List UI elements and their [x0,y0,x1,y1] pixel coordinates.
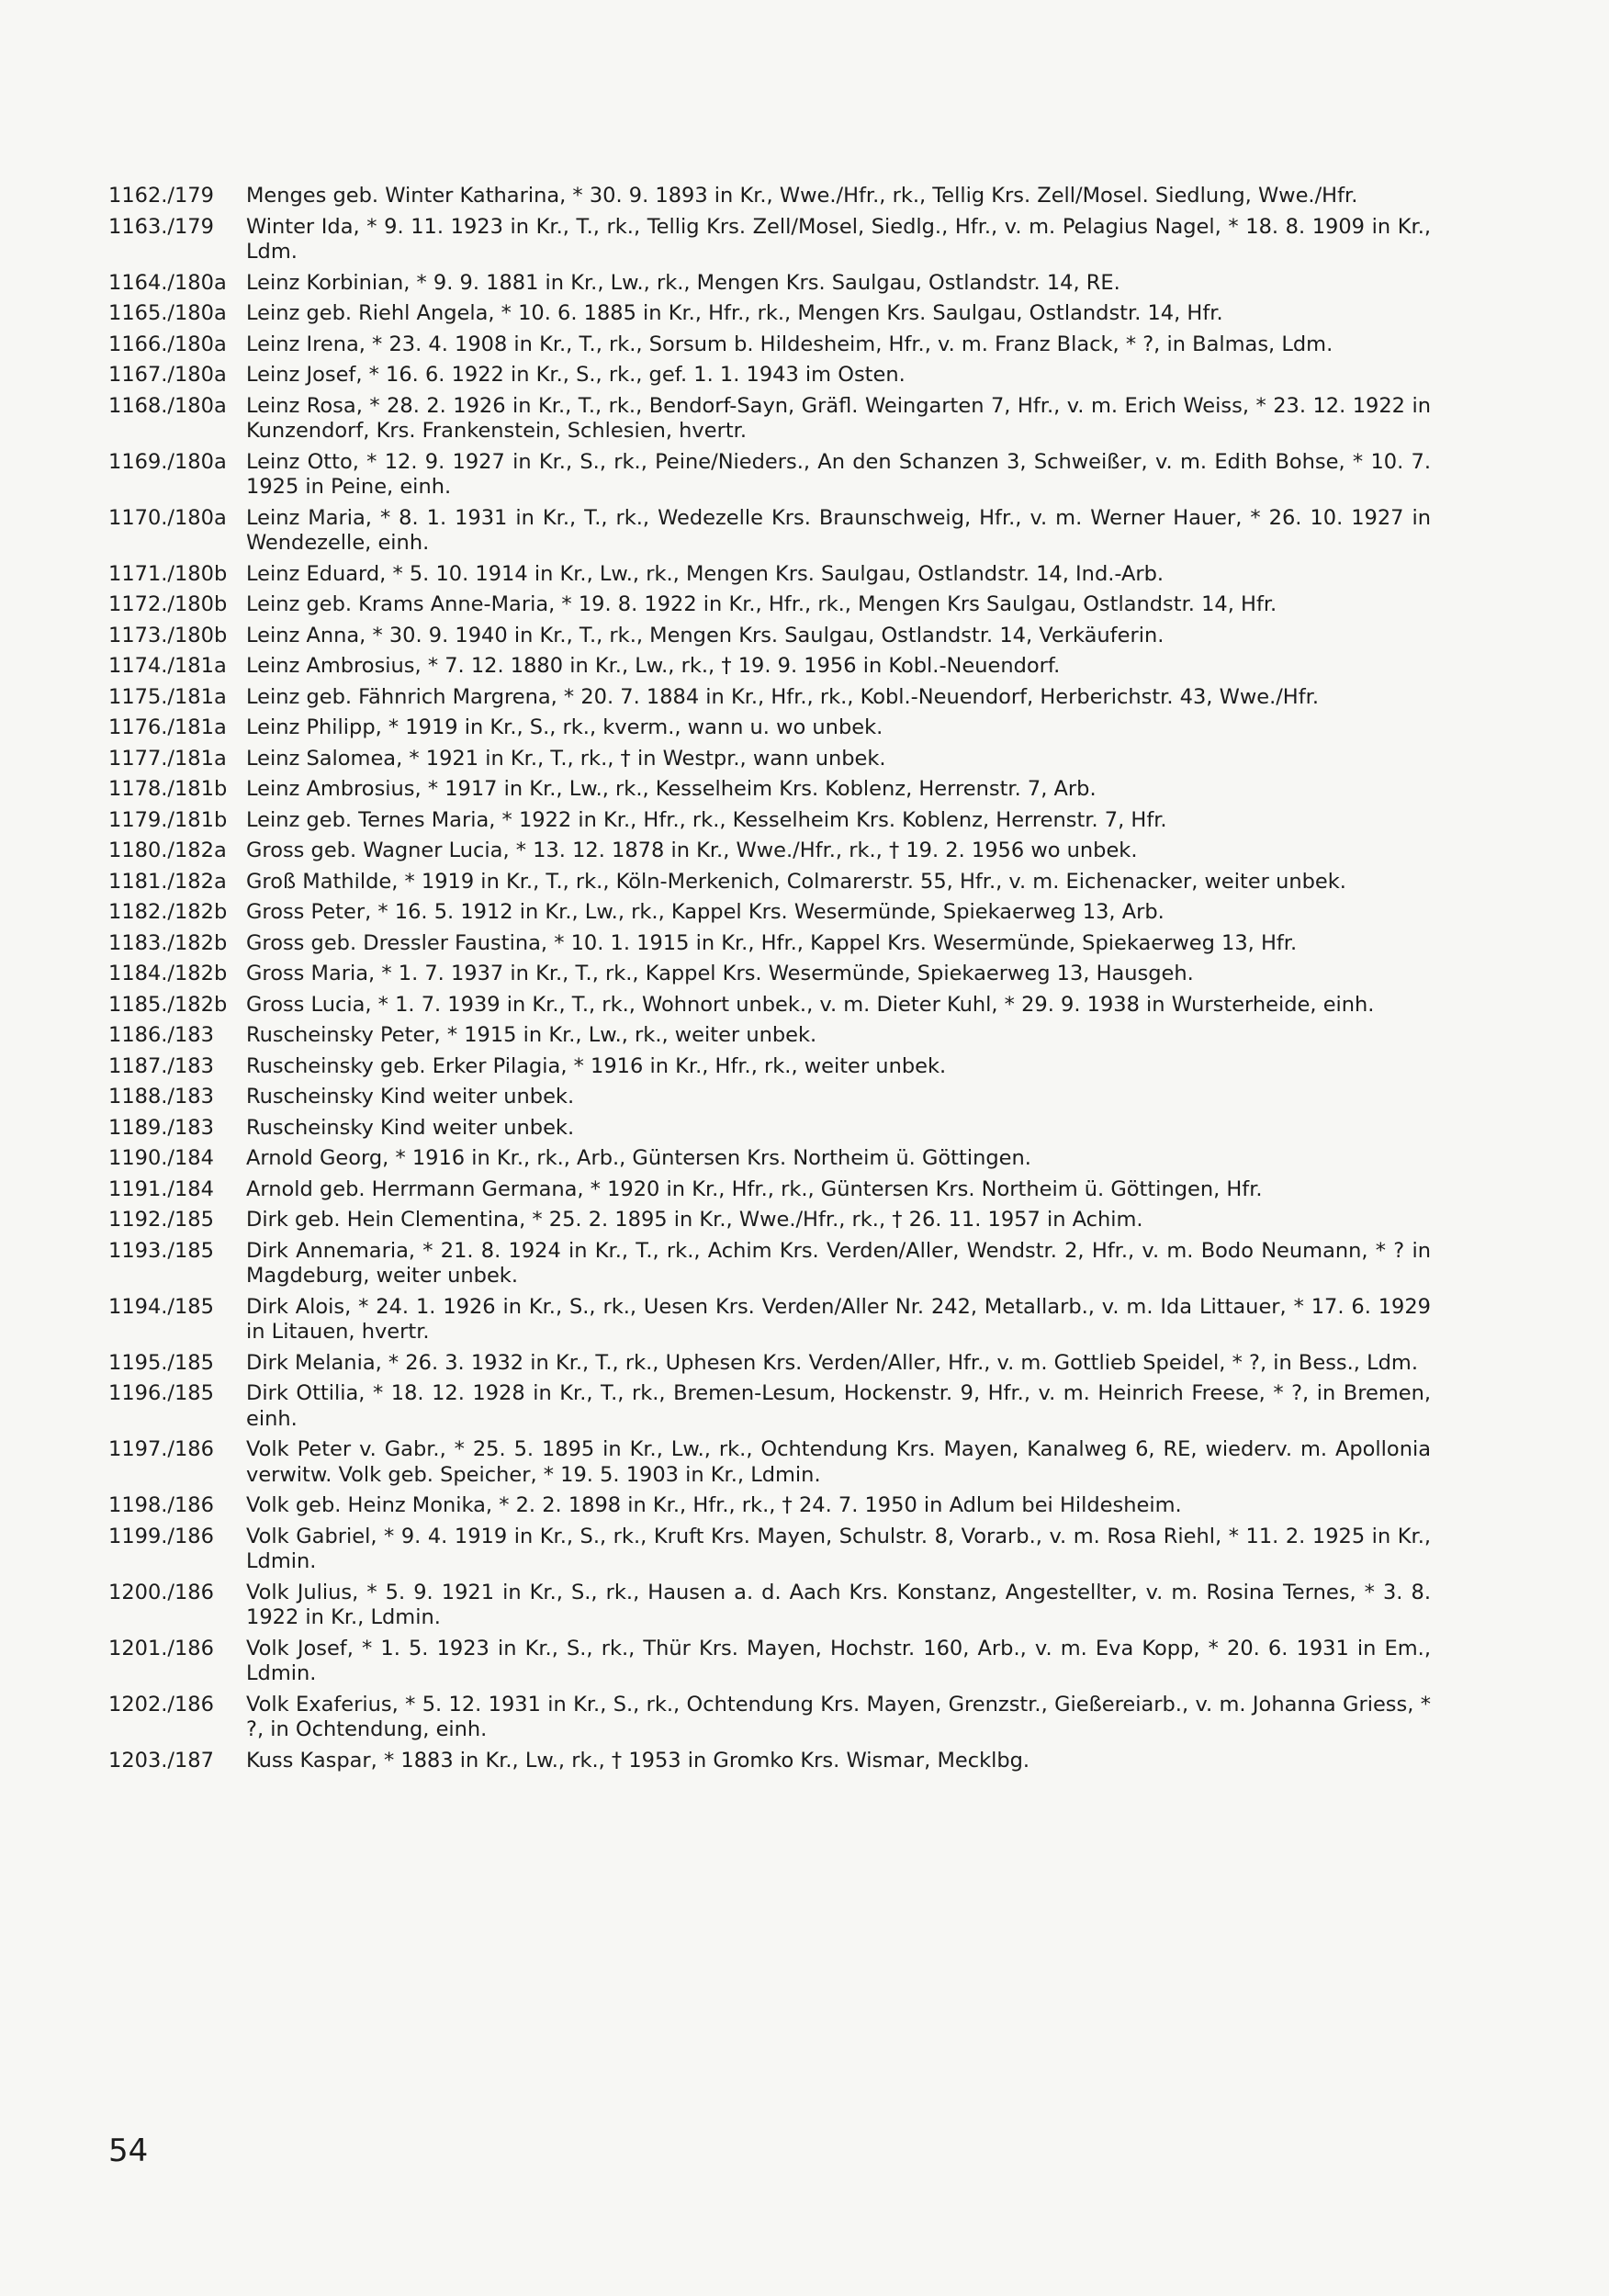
entry-text: Leinz geb. Krams Anne-Maria, * 19. 8. 1922 in Kr., Hfr., rk., Mengen Krs Saulgau, Ostlandstr. 14, Hfr. [246,592,1277,616]
entry-number: 1187./183 [108,1053,214,1078]
entry-number: 1185./182b [108,992,228,1017]
entry-text: Leinz Maria, * 8. 1. 1931 in Kr., T., rk., Wedezelle Krs. Braunschweig, Hfr., v. m. Werner Hauer, * 26. 10. 1927 in Wendezelle, einh. [246,505,1431,555]
register-entry [108,1023,1431,1049]
entry-number: 1193./185 [108,1238,214,1263]
entry-number: 1183./182b [108,930,228,955]
entry-text: Arnold geb. Herrmann Germana, * 1920 in Kr., Hfr., rk., Güntersen Krs. Northeim ü. Göttingen, Hfr. [246,1176,1263,1201]
entry-text: Ruscheinsky Kind weiter unbek. [246,1115,575,1140]
entry-number: 1199./186 [108,1524,214,1548]
entry-number: 1196./185 [108,1381,214,1405]
entry-text: Leinz Irena, * 23. 4. 1908 in Kr., T., rk., Sorsum b. Hildesheim, Hfr., v. m. Franz Black, * ?, in Balmas, Ldm. [246,332,1333,356]
entry-number: 1198./186 [108,1493,214,1517]
register-entry [108,870,1431,895]
entry-text: Leinz Ambrosius, * 7. 12. 1880 in Kr., Lw., rk., † 19. 9. 1956 in Kobl.-Neuendorf. [246,654,1061,678]
entry-number: 1177./181a [108,746,227,771]
entry-text: Dirk Melania, * 26. 3. 1932 in Kr., T., rk., Uphesen Krs. Verden/Aller, Hfr., v. m. Gottlieb Speidel, * ?, in Bess., Ldm. [246,1350,1418,1375]
entry-text: Groß Mathilde, * 1919 in Kr., T., rk., Köln-Merkenich, Colmarerstr. 55, Hfr., v. m. Eichenacker, weiter unbek. [246,869,1346,894]
entry-number: 1200./186 [108,1580,214,1604]
entry-text: Gross geb. Dressler Faustina, * 10. 1. 1915 in Kr., Hfr., Kappel Krs. Wesermünde, Spiekaerweg 13, Hfr. [246,930,1298,955]
register-entry [108,747,1431,772]
entry-number: 1171./180b [108,561,228,586]
register-entry [108,592,1431,618]
entry-number: 1192./185 [108,1208,214,1232]
entry-number: 1164./180a [108,270,227,295]
register-entry [108,562,1431,588]
register-entry [108,1525,1431,1575]
entry-number: 1191./184 [108,1176,214,1201]
entry-text: Dirk Ottilia, * 18. 12. 1928 in Kr., T., rk., Bremen-Lesum, Hockenstr. 9, Hfr., v. m. Heinrich Freese, * ?, in Bremen, einh. [246,1381,1431,1431]
entry-text: Kuss Kaspar, * 1883 in Kr., Lw., rk., † 1953 in Gromko Krs. Wismar, Mecklbg. [246,1748,1030,1773]
register-entry [108,363,1431,388]
entry-text: Volk Julius, * 5. 9. 1921 in Kr., S., rk., Hausen a. d. Aach Krs. Konstanz, Angestellter, v. m. Rosina Ternes, * 3. 8. 1922 in Kr., Ldmin. [246,1580,1431,1629]
entry-number: 1176./181a [108,715,227,739]
entry-number: 1180./182a [108,838,227,862]
entry-number: 1194./185 [108,1294,214,1319]
entry-text: Volk Peter v. Gabr., * 25. 5. 1895 in Kr., Lw., rk., Ochtendung Krs. Mayen, Kanalweg 6, RE, wiederv. m. Apollonia verwitw. Volk geb. Speicher, * 19. 5. 1903 in Kr., Ldmin. [246,1437,1431,1487]
entry-number: 1179./181b [108,807,228,832]
register-entry [108,1146,1431,1172]
register-entry [108,931,1431,957]
entry-text: Leinz Rosa, * 28. 2. 1926 in Kr., T., rk., Bendorf-Sayn, Gräfl. Weingarten 7, Hfr., v. m. Erich Weiss, * 23. 12. 1922 in Kunzendorf, Krs. Frankenstein, Schlesien, hvertr. [246,393,1431,443]
entry-number: 1190./184 [108,1146,214,1170]
register-entry [108,271,1431,297]
register-entry [108,184,1431,209]
register-entry [108,1208,1431,1233]
entry-text: Ruscheinsky Kind weiter unbek. [246,1085,575,1109]
register-entry [108,900,1431,926]
entry-text: Dirk Alois, * 24. 1. 1926 in Kr., S., rk., Uesen Krs. Verden/Aller Nr. 242, Metallarb., v. m. Ida Littauer, * 17. 6. 1929 in Litauen, hvertr. [246,1294,1431,1344]
entry-text: Menges geb. Winter Katharina, * 30. 9. 1893 in Kr., Wwe./Hfr., rk., Tellig Krs. Zell/Mosel. Siedlung, Wwe./Hfr. [246,184,1358,208]
entry-text: Ruscheinsky Peter, * 1915 in Kr., Lw., rk., weiter unbek. [246,1023,817,1047]
entry-number: 1188./183 [108,1085,214,1109]
entry-number: 1172./180b [108,592,228,616]
entry-text: Volk Exaferius, * 5. 12. 1931 in Kr., S., rk., Ochtendung Krs. Mayen, Grenzstr., Gießereiarb., v. m. Johanna Griess, * ?, in Ochtendung, einh. [246,1692,1431,1741]
register-entry [108,654,1431,680]
entry-text: Volk Josef, * 1. 5. 1923 in Kr., S., rk., Thür Krs. Mayen, Hochstr. 160, Arb., v. m. Eva Kopp, * 20. 6. 1931 in Em., Ldmin. [246,1636,1431,1685]
register-entry [108,506,1431,557]
entry-text: Gross Lucia, * 1. 7. 1939 in Kr., T., rk., Wohnort unbek., v. m. Dieter Kuhl, * 29. 9. 1938 in Wursterheide, einh. [246,992,1375,1017]
page-number: 54 [108,2133,149,2169]
register-entry [108,993,1431,1019]
entry-text: Dirk Annemaria, * 21. 8. 1924 in Kr., T., rk., Achim Krs. Verden/Aller, Wendstr. 2, Hfr., v. m. Bodo Neumann, * ? in Magdeburg, weiter unbek. [246,1238,1431,1288]
entry-text: Gross Peter, * 16. 5. 1912 in Kr., Lw., rk., Kappel Krs. Wesermünde, Spiekaerweg 13, Arb. [246,900,1165,924]
register-entry [108,808,1431,834]
register-entry [108,1295,1431,1345]
entry-number: 1201./186 [108,1636,214,1660]
entry-number: 1173./180b [108,623,228,647]
entry-number: 1174./181a [108,654,227,678]
entry-text: Leinz Ambrosius, * 1917 in Kr., Lw., rk., Kesselheim Krs. Koblenz, Herrenstr. 7, Arb. [246,777,1097,801]
entry-text: Leinz geb. Fähnrich Margrena, * 20. 7. 1884 in Kr., Hfr., rk., Kobl.-Neuendorf, Herberichstr. 43, Wwe./Hfr. [246,684,1319,709]
register-entry [108,394,1431,445]
entry-number: 1168./180a [108,393,227,418]
register-entry [108,1581,1431,1631]
entry-text: Winter Ida, * 9. 11. 1923 in Kr., T., rk., Tellig Krs. Zell/Mosel, Siedlg., Hfr., v. m. Pelagius Nagel, * 18. 8. 1909 in Kr., Ldm. [246,214,1431,264]
entry-number: 1203./187 [108,1748,214,1773]
entry-number: 1175./181a [108,684,227,709]
entry-number: 1167./180a [108,363,227,387]
entry-number: 1197./186 [108,1437,214,1461]
entry-number: 1181./182a [108,869,227,894]
entry-text: Leinz Josef, * 16. 6. 1922 in Kr., S., rk., gef. 1. 1. 1943 im Osten. [246,363,906,387]
register-entry [108,624,1431,649]
register-entry [108,1749,1431,1774]
entry-number: 1163./179 [108,214,214,239]
entry-text: Leinz Eduard, * 5. 10. 1914 in Kr., Lw., rk., Mengen Krs. Saulgau, Ostlandstr. 14, Ind.-Arb. [246,561,1165,586]
entry-text: Leinz Philipp, * 1919 in Kr., S., rk., kverm., wann u. wo unbek. [246,715,883,739]
register-entry [108,1177,1431,1203]
entry-text: Dirk geb. Hein Clementina, * 25. 2. 1895 in Kr., Wwe./Hfr., rk., † 26. 11. 1957 in Achim. [246,1208,1143,1232]
entry-list [108,184,1431,1779]
entry-number: 1178./181b [108,777,228,801]
entry-text: Leinz geb. Ternes Maria, * 1922 in Kr., Hfr., rk., Kesselheim Krs. Koblenz, Herrenstr. 7, Hfr. [246,807,1167,832]
entry-text: Leinz Salomea, * 1921 in Kr., T., rk., † in Westpr., wann unbek. [246,746,886,771]
entry-text: Leinz geb. Riehl Angela, * 10. 6. 1885 in Kr., Hfr., rk., Mengen Krs. Saulgau, Ostlandstr. 14, Hfr. [246,301,1223,325]
register-entry [108,777,1431,803]
register-entry [108,1351,1431,1377]
register-entry [108,685,1431,711]
entry-number: 1182./182b [108,900,228,924]
register-entry [108,1239,1431,1289]
entry-text: Arnold Georg, * 1916 in Kr., rk., Arb., Güntersen Krs. Northeim ü. Göttingen. [246,1146,1031,1170]
entry-number: 1169./180a [108,449,227,474]
register-entry [108,215,1431,265]
entry-text: Leinz Otto, * 12. 9. 1927 in Kr., S., rk., Peine/Nieders., An den Schanzen 3, Schweißer, v. m. Edith Bohse, * 10. 7. 1925 in Peine, einh. [246,449,1431,499]
entry-number: 1186./183 [108,1023,214,1047]
entry-number: 1184./182b [108,962,228,985]
entry-number: 1202./186 [108,1692,214,1716]
register-entry [108,1637,1431,1687]
register-entry [108,1693,1431,1743]
entry-number: 1166./180a [108,332,227,356]
register-entry [108,1116,1431,1142]
register-entry [108,1493,1431,1519]
entry-number: 1195./185 [108,1350,214,1375]
register-entry [108,838,1431,864]
register-entry [108,715,1431,741]
register-entry [108,450,1431,501]
entry-number: 1189./183 [108,1115,214,1140]
entry-number: 1162./179 [108,184,214,208]
register-entry [108,332,1431,358]
register-entry [108,301,1431,327]
entry-number: 1170./180a [108,505,227,530]
register-entry [108,1437,1431,1488]
register-entry [108,1381,1431,1432]
register-entry [108,962,1431,987]
entry-text: Ruscheinsky geb. Erker Pilagia, * 1916 in Kr., Hfr., rk., weiter unbek. [246,1053,947,1078]
entry-text: Volk Gabriel, * 9. 4. 1919 in Kr., S., rk., Kruft Krs. Mayen, Schulstr. 8, Vorarb., v. m. Rosa Riehl, * 11. 2. 1925 in Kr., Ldmin. [246,1524,1431,1573]
entry-text: Leinz Anna, * 30. 9. 1940 in Kr., T., rk., Mengen Krs. Saulgau, Ostlandstr. 14, Verkäuferin. [246,623,1165,647]
entry-number: 1165./180a [108,301,227,325]
entry-text: Volk geb. Heinz Monika, * 2. 2. 1898 in Kr., Hfr., rk., † 24. 7. 1950 in Adlum bei Hildesheim. [246,1493,1182,1517]
entry-text: Leinz Korbinian, * 9. 9. 1881 in Kr., Lw., rk., Mengen Krs. Saulgau, Ostlandstr. 14, RE. [246,270,1120,295]
register-entry [108,1054,1431,1080]
entry-text: Gross Maria, * 1. 7. 1937 in Kr., T., rk., Kappel Krs. Wesermünde, Spiekaerweg 13, Hausgeh. [246,962,1194,985]
register-entry [108,1085,1431,1110]
entry-text: Gross geb. Wagner Lucia, * 13. 12. 1878 in Kr., Wwe./Hfr., rk., † 19. 2. 1956 wo unbek. [246,838,1138,862]
